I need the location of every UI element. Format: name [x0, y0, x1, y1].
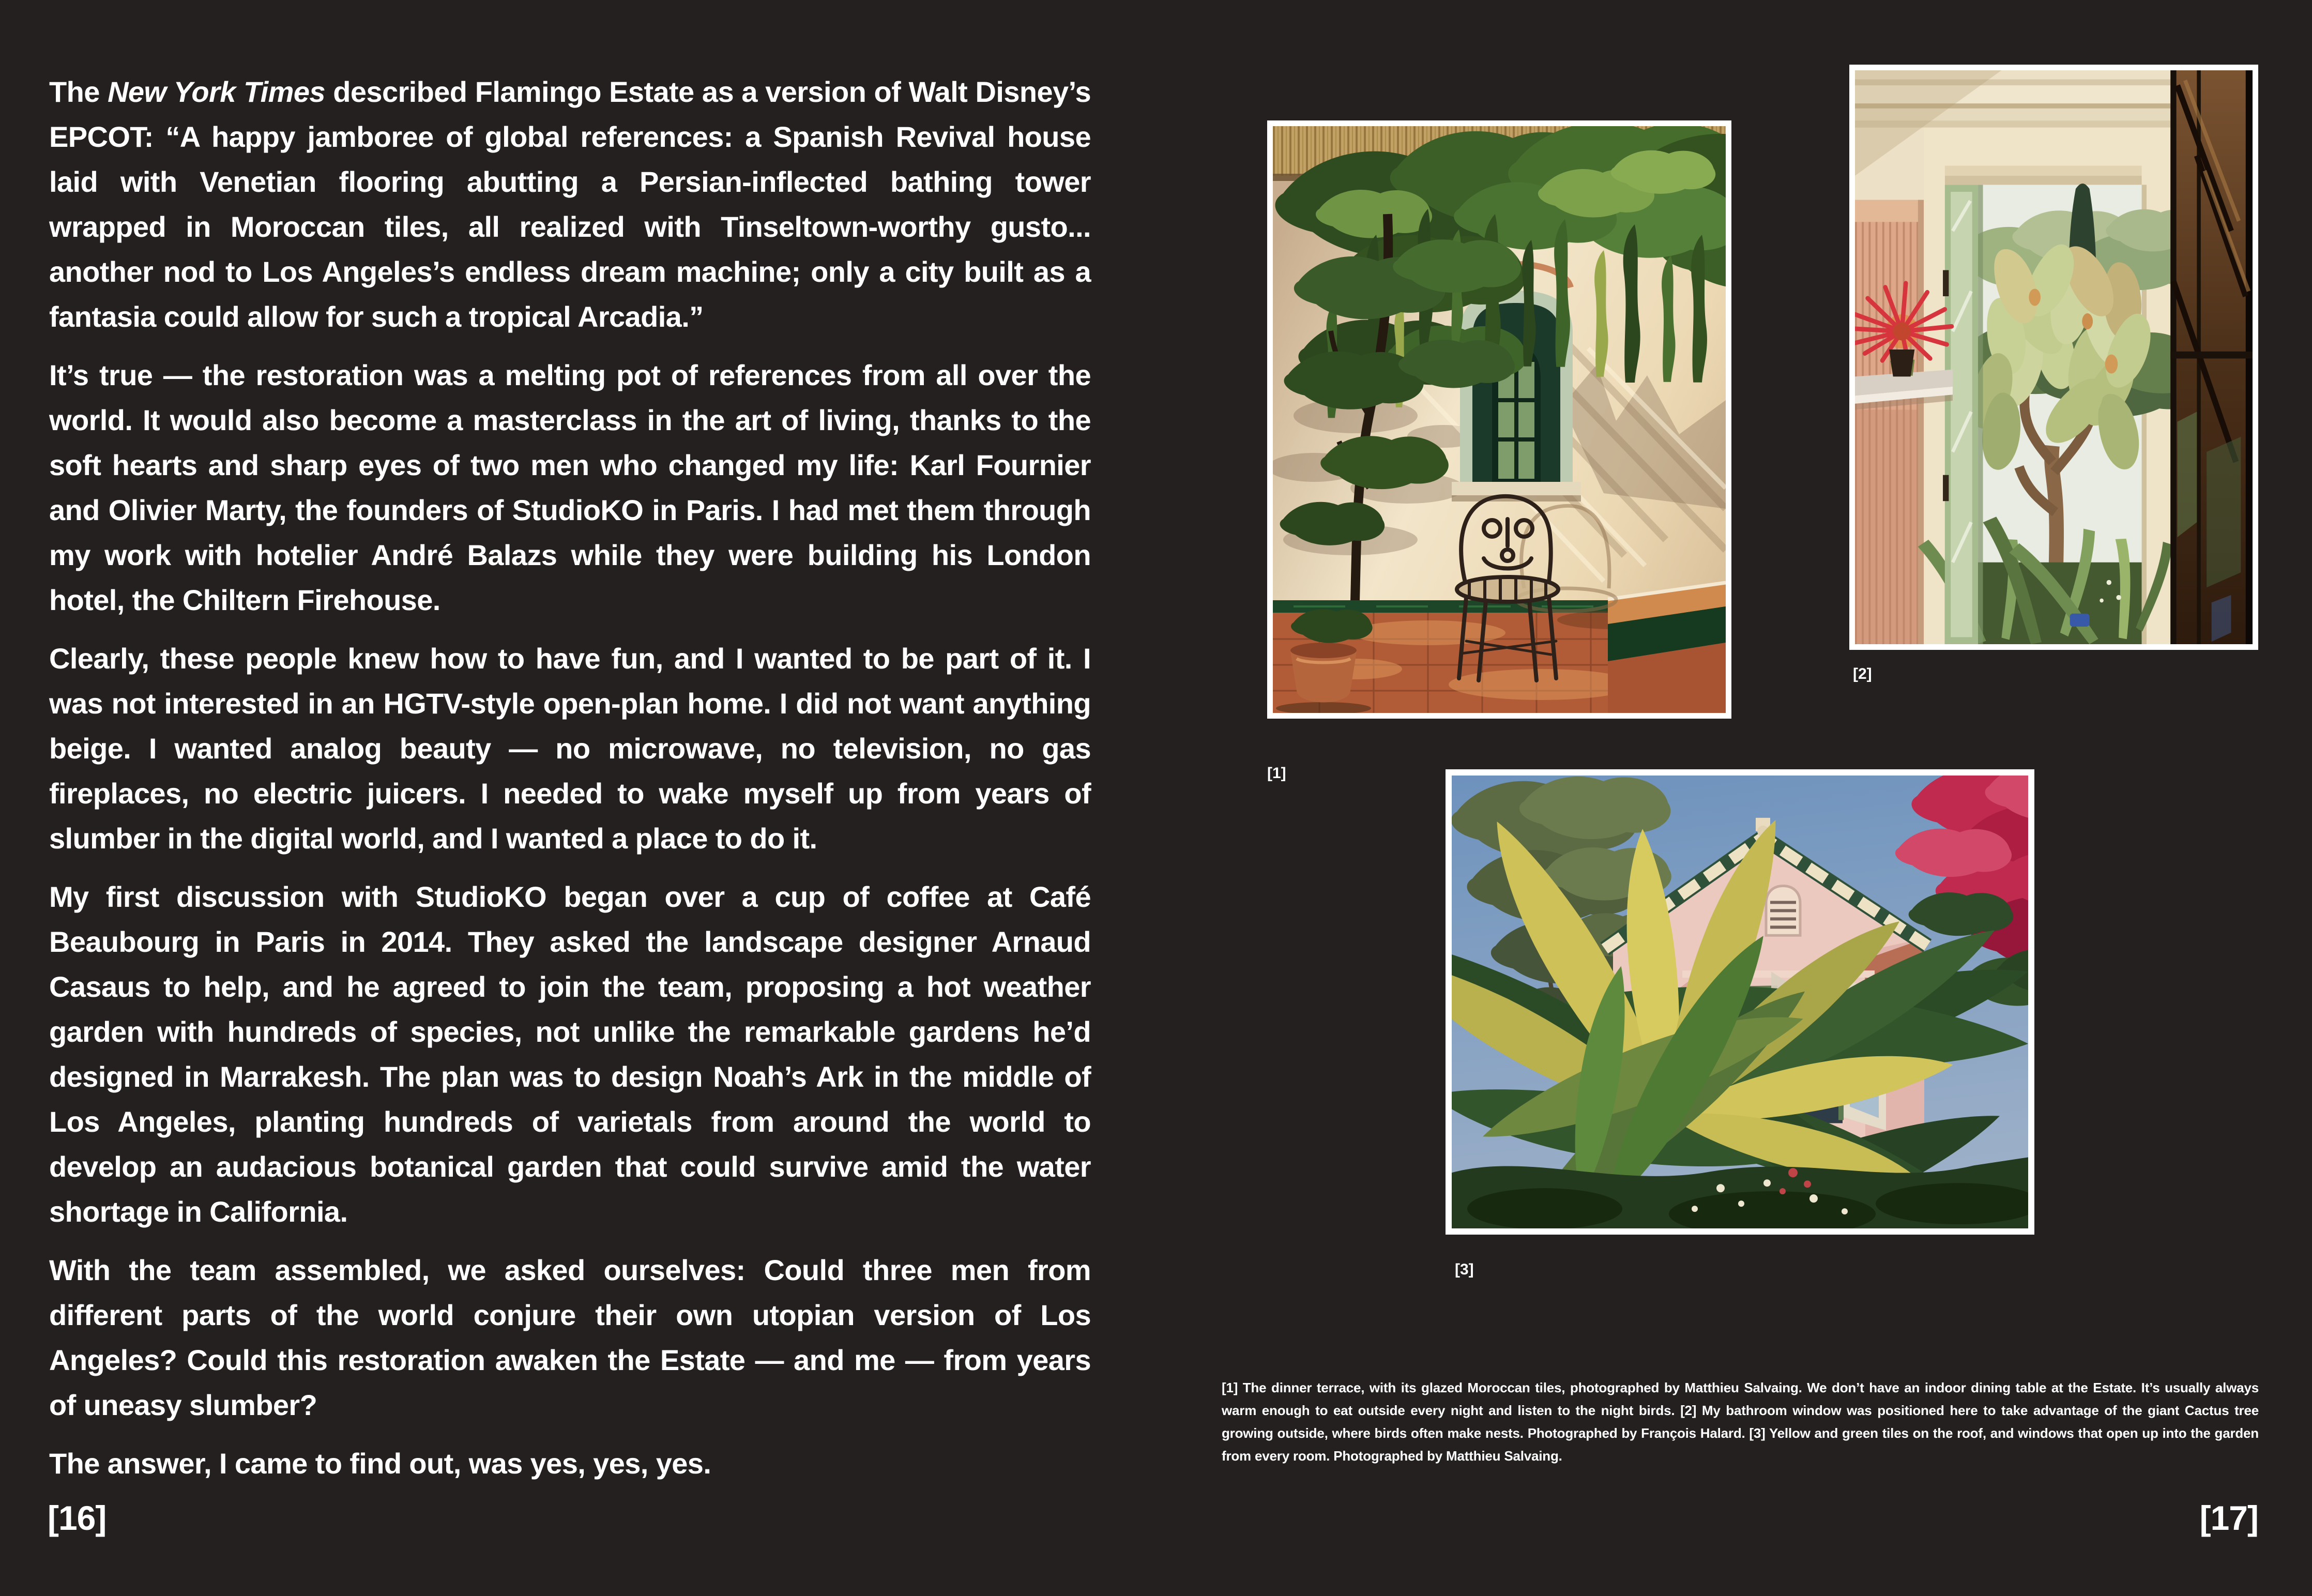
- paragraph-text: The: [49, 75, 108, 108]
- photo-label-3: [3]: [1455, 1261, 1474, 1278]
- paragraph-2: It’s true — the restoration was a melting pot of references from all over the world. It would also become a masterclass in the art of living, thanks to the soft hearts and sharp eyes of two men who changed my life: Karl Fournier and Olivier Marty, the founders of StudioKO in Paris. I had met them through my work with hotelier André Balazs while they were building his London hotel, the Chiltern Firehouse.: [49, 359, 1091, 616]
- open-window-sash: [1943, 185, 1983, 644]
- attic-vent: [1766, 886, 1800, 936]
- paragraph-text: described Flamingo Estate as a version of Walt Disney’s EPCOT: “A happy jamboree of global references: a Spanish Revival house laid with Venetian flooring abutting a Persian-inflected bathing tower wrapped in Moroccan tiles, all realized with Tinseltown-worthy gusto... another nod to Los Angeles’s endless dream machine; only a city built as a fantasia could allow for such a tropical Arcadia.”: [49, 75, 1091, 333]
- page-number-16: [16]: [48, 1499, 107, 1537]
- photo-label-2: [2]: [1853, 665, 1872, 682]
- photo-label-1: [1]: [1267, 765, 1286, 782]
- paragraph-5: With the team assembled, we asked ourselves: Could three men from different parts of the world conjure their own utopian version of Los Angeles? Could this restoration awaken the Estate — and me — from years of uneasy slumber?: [49, 1254, 1091, 1421]
- photo-pink-house: [1446, 769, 2034, 1235]
- article-text: [49, 69, 1091, 1499]
- publication-name: New York Times: [108, 75, 325, 108]
- paragraph-6: The answer, I came to find out, was yes, yes, yes.: [49, 1447, 711, 1480]
- paragraph-4: My first discussion with StudioKO began over a cup of coffee at Café Beaubourg in Paris in 2014. They asked the landscape designer Arnaud Casaus to help, and he agreed to join the team, proposing a hot weather garden with hundreds of species, not unlike the remarkable gardens he’d designed in Marrakesh. The plan was to design Noah’s Ark in the middle of Los Angeles, planting hundreds of varietals from around the world to develop an audacious botanical garden that could survive amid the water shortage in California.: [49, 880, 1091, 1228]
- photo-captions: [1] The dinner terrace, with its glazed Moroccan tiles, photographed by Matthieu Salvaing. We don’t have an indoor dining table at the Estate. It’s usually always warm enough to eat outside every night and listen to the night birds. [2] My bathroom window was positioned here to take advantage of the giant Cactus tree growing outside, where birds often make nests. Photographed by François Halard. [3] Yellow and green tiles on the roof, and windows that open up into the garden from every room. Photographed by Matthieu Salvaing.: [1222, 1380, 2259, 1464]
- photo-bathroom-window: [1849, 65, 2258, 650]
- page-number-17: [17]: [2199, 1499, 2258, 1537]
- house-photo-illustration: [1452, 776, 2028, 1228]
- window-photo-illustration: [1855, 70, 2253, 644]
- photo-terrace: [1267, 120, 1731, 719]
- paragraph-1: [49, 69, 1091, 339]
- paragraph-3: Clearly, these people knew how to have fun, and I wanted to be part of it. I was not interested in an HGTV-style open-plan home. I did not want anything beige. I wanted analog beauty — no microwave, no television, no gas fireplaces, no electric juicers. I needed to wake myself up from years of slumber in the digital world, and I wanted a place to do it.: [49, 642, 1091, 855]
- glazed-door-panel: [2170, 70, 2253, 644]
- terrace-photo-illustration: [1273, 126, 1726, 713]
